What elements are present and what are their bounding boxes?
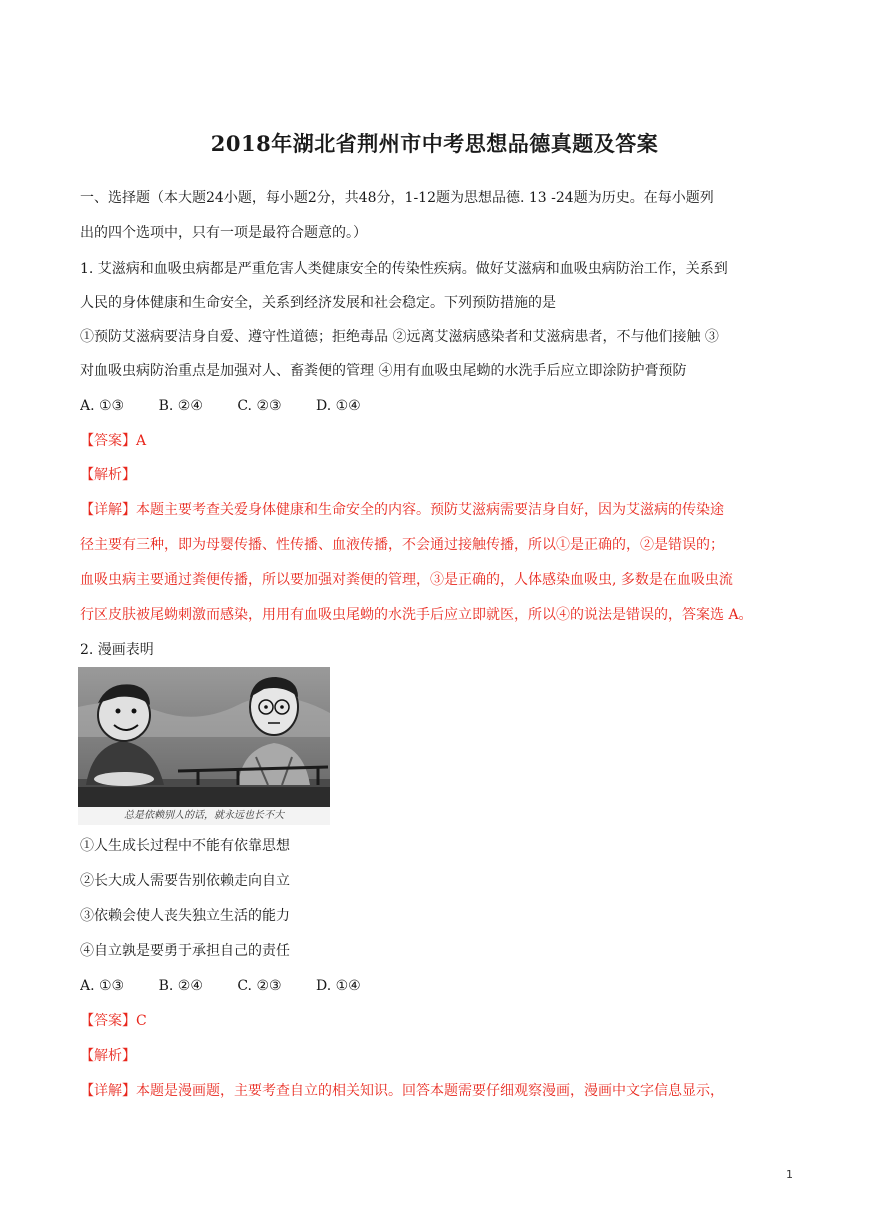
document-title: 2018年湖北省荆州市中考思想品德真题及答案 [210,131,659,156]
q1-detail-line-2: 径主要有三种，即为母婴传播、性传播、血液传播，不会通过接触传播，所以①是正确的，②是错误的； [80,537,724,553]
q2-analysis-heading: 【解析】 [80,1048,136,1064]
q2-stem: 2. 漫画表明 [80,642,154,658]
q1-detail-line-4: 行区皮肤被尾蚴刺激而感染，用用有血吸虫尾蚴的水洗手后应立即就医，所以④的说法是错误的，答案选 A。 [80,607,753,623]
q2-option-b: B. ②④ [158,978,203,994]
cartoon-caption: 总是依赖别人的话，就永远也长不大 [78,807,330,825]
q2-statement-1: ①人生成长过程中不能有依靠思想 [80,838,290,854]
q1-stem-line-2: 人民的身体健康和生命安全，关系到经济发展和社会稳定。下列预防措施的是 [80,295,556,311]
q2-options [80,976,792,996]
q1-option-d: D. ①④ [316,398,361,414]
q1-option-c: C. ②③ [237,398,282,414]
q1-detail-line-1: 【详解】本题主要考查关爱身体健康和生命安全的内容。预防艾滋病需要洁身自好，因为艾滋病的传染途 [80,502,724,518]
q2-option-c: C. ②③ [237,978,282,994]
q1-analysis-heading: 【解析】 [80,467,136,483]
q1-detail-line-3: 血吸虫病主要通过粪便传播，所以要加强对粪便的管理，③是正确的，人体感染血吸虫, 多数是在血吸虫流 [80,572,733,588]
q1-stem-line-4: 对血吸虫病防治重点是加强对人、畜粪便的管理 ④用有血吸虫尾蚴的水洗手后应立即涂防护膏预防 [80,363,687,379]
q2-statement-2: ②长大成人需要告别依赖走向自立 [80,873,290,889]
q1-stem-line-1: 1. 艾滋病和血吸虫病都是严重危害人类健康安全的传染性疾病。做好艾滋病和血吸虫病防治工作，关系到 [80,261,728,277]
page-number: 1 [786,1168,793,1181]
q1-answer: 【答案】A [80,433,147,449]
section-intro-line-1: 一、选择题（本大题24小题，每小题2分，共48分，1-12题为思想品德. 13 -24题为历史。在每小题列 [80,190,714,206]
q1-option-b: B. ②④ [158,398,203,414]
q1-options [80,396,792,416]
q2-statement-4: ④自立孰是要勇于承担自己的责任 [80,943,290,959]
q2-detail-line-1: 【详解】本题是漫画题，主要考查自立的相关知识。回答本题需要仔细观察漫画，漫画中文字信息显示， [80,1083,724,1099]
cartoon-image [78,667,330,825]
q2-statement-3: ③依赖会使人丧失独立生活的能力 [80,908,290,924]
q2-option-d: D. ①④ [316,978,361,994]
q2-option-a: A. ①③ [80,978,125,994]
q2-answer: 【答案】C [80,1013,147,1029]
q1-stem-line-3: ①预防艾滋病要洁身自爱、遵守性道德；拒绝毒品 ②远离艾滋病感染者和艾滋病患者，不与他们接触 ③ [80,329,719,345]
q1-option-a: A. ①③ [80,398,125,414]
cartoon-illustration [78,667,330,825]
section-intro-line-2: 出的四个选项中，只有一项是最符合题意的。） [80,225,367,241]
